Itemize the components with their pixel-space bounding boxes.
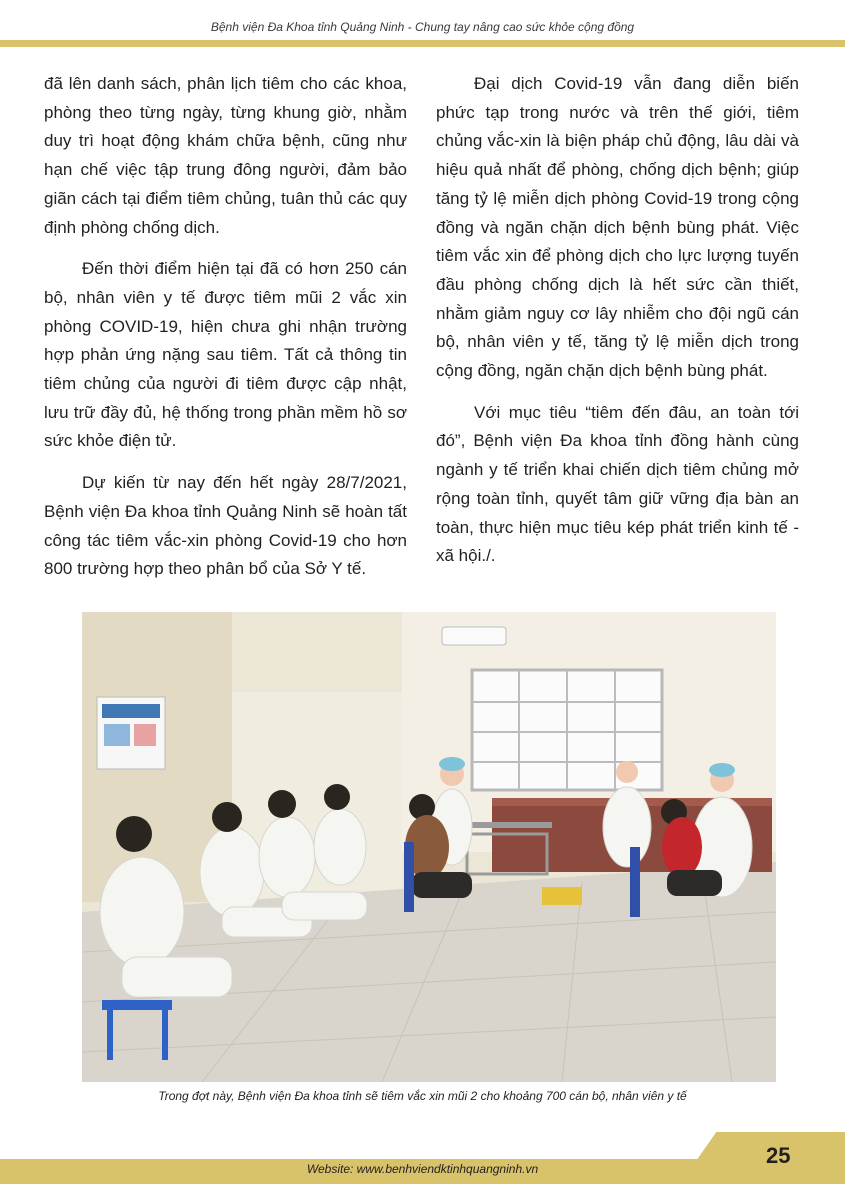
left-paragraph-1: đã lên danh sách, phân lịch tiêm cho các khoa, phòng theo từng ngày, từng khung giờ, nhằm duy trì hoạt động khám chữa bệnh, cũng như hạn chế việc tập trung đông người, đảm bảo giãn cách tại điểm tiêm chủng, tuân thủ các quy định phòng chống dịch. <box>44 74 407 237</box>
photo-caption: Trong đợt này, Bệnh viện Đa khoa tỉnh sẽ tiêm vắc xin mũi 2 cho khoảng 700 cán bộ, nhân viên y tế <box>158 1089 687 1103</box>
page-header-title: Bệnh viện Đa Khoa tỉnh Quảng Ninh - Chung tay nâng cao sức khỏe cộng đồng <box>210 20 635 34</box>
left-paragraph-2: Đến thời điểm hiện tại đã có hơn 250 cán bộ, nhân viên y tế được tiêm mũi 2 vắc xin phòng COVID-19, hiện chưa ghi nhận trường hợp phản ứng nặng sau tiêm. Tất cả thông tin tiêm chủng của người đi tiêm được cập nhật, lưu trữ đầy đủ, hệ thống trong phần mềm hồ sơ sức khỏe điện tử. <box>44 259 407 451</box>
header-accent-bar <box>0 40 845 47</box>
left-paragraph-3: Dự kiến từ nay đến hết ngày 28/7/2021, Bệnh viện Đa khoa tỉnh Quảng Ninh sẽ hoàn tất công tác tiêm vắc-xin phòng Covid-19 cho hơn 800 trường hợp theo phân bổ của Sở Y tế. <box>44 473 407 579</box>
footer-page-tab <box>680 1132 845 1184</box>
right-paragraph-2: Với mục tiêu “tiêm đến đâu, an toàn tới đó”, Bệnh viện Đa khoa tỉnh đồng hành cùng ngành y tế triển khai chiến dịch tiêm chủng mở rộng toàn tỉnh, quyết tâm giữ vững địa bàn an toàn, thực hiện mục tiêu kép phát triển kinh tế - xã hội./. <box>436 402 799 566</box>
right-text-column <box>436 70 799 584</box>
right-paragraph-1: Đại dịch Covid-19 vẫn đang diễn biến phức tạp trong nước và trên thế giới, tiêm chủng vắc-xin là biện pháp chủ động, lâu dài và hiệu quả nhất để phòng, chống dịch bệnh; giúp tăng tỷ lệ miễn dịch phòng Covid-19 trong cộng đồng và ngăn chặn dịch bệnh bùng phát. Việc tiêm vắc xin để phòng dịch cho lực lượng tuyến đầu phòng chống dịch là hết sức cần thiết, nhằm giảm nguy cơ lây nhiễm cho đội ngũ cán bộ, nhân viên y tế, tăng tỷ lệ miễn dịch trong cộng đồng, ngăn chặn dịch bệnh bùng phát. <box>436 74 799 381</box>
left-text-column <box>44 70 407 597</box>
footer-website: Website: www.benhviendktinhquangninh.vn <box>306 1162 539 1176</box>
page-number: 25 <box>766 1143 791 1168</box>
vaccination-photo <box>82 612 776 1082</box>
